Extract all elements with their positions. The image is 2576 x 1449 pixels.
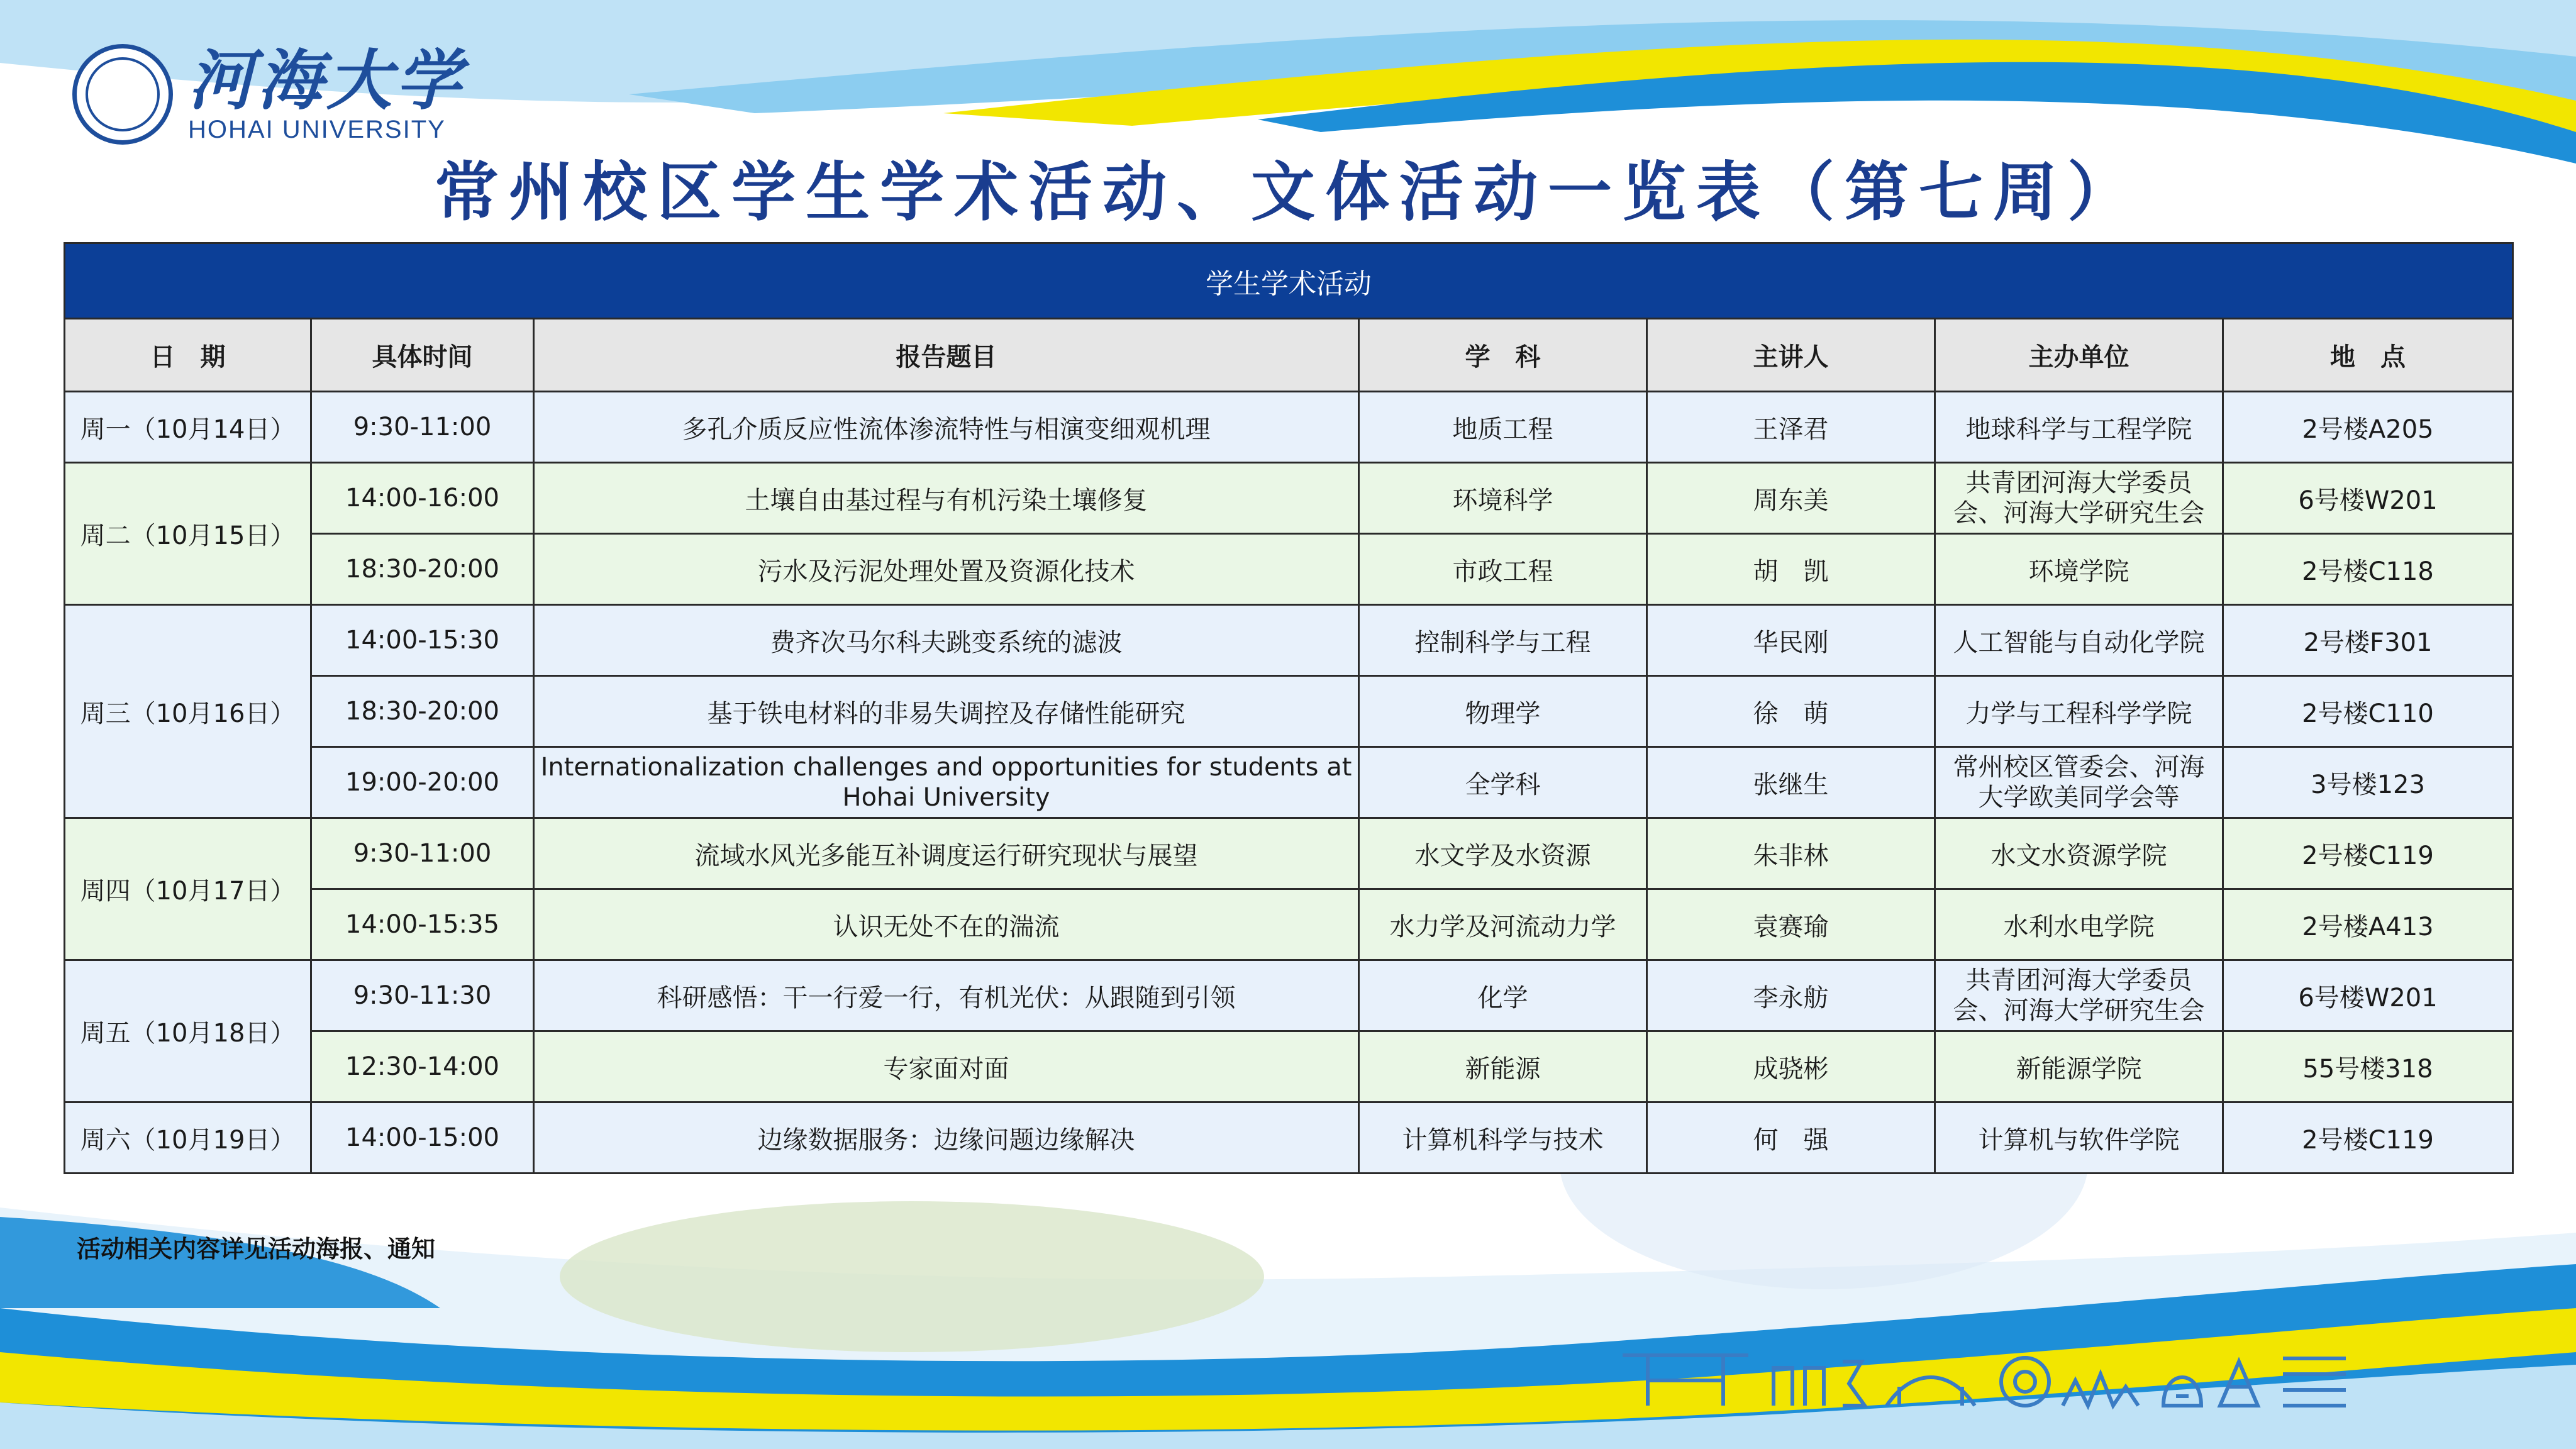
speaker-cell: 华民刚 <box>1647 605 1935 676</box>
topic-cell: 专家面对面 <box>534 1031 1359 1102</box>
schedule-table <box>64 242 2514 1174</box>
host-cell: 水利水电学院 <box>1935 889 2223 960</box>
place-cell: 3号楼123 <box>2223 747 2513 818</box>
topic-cell: 流域水风光多能互补调度运行研究现状与展望 <box>534 818 1359 889</box>
university-logo <box>72 44 465 145</box>
header-place: 地 点 <box>2223 319 2513 392</box>
subject-cell: 水文学及水资源 <box>1359 818 1647 889</box>
subject-cell: 物理学 <box>1359 676 1647 747</box>
subject-cell: 控制科学与工程 <box>1359 605 1647 676</box>
host-cell: 新能源学院 <box>1935 1031 2223 1102</box>
place-cell: 6号楼W201 <box>2223 463 2513 534</box>
place-cell: 2号楼C119 <box>2223 1102 2513 1174</box>
place-cell: 2号楼C119 <box>2223 818 2513 889</box>
host-cell: 常州校区管委会、河海大学欧美同学会等 <box>1935 747 2223 818</box>
speaker-cell: 何 强 <box>1647 1102 1935 1174</box>
topic-cell: 土壤自由基过程与有机污染土壤修复 <box>534 463 1359 534</box>
date-cell: 周五（10月18日） <box>65 960 311 1102</box>
host-cell: 水文水资源学院 <box>1935 818 2223 889</box>
table-row <box>65 960 2513 1031</box>
date-cell: 周一（10月14日） <box>65 392 311 463</box>
speaker-cell: 徐 萌 <box>1647 676 1935 747</box>
topic-cell: 边缘数据服务：边缘问题边缘解决 <box>534 1102 1359 1174</box>
table-header-row <box>65 319 2513 392</box>
time-cell: 14:00-15:00 <box>311 1102 534 1174</box>
host-cell: 人工智能与自动化学院 <box>1935 605 2223 676</box>
time-cell: 9:30-11:00 <box>311 818 534 889</box>
footnote: 活动相关内容详见活动海报、通知 <box>77 1235 436 1263</box>
time-cell: 14:00-16:00 <box>311 463 534 534</box>
table-row <box>65 1031 2513 1102</box>
place-cell: 2号楼F301 <box>2223 605 2513 676</box>
header-speaker: 主讲人 <box>1647 319 1935 392</box>
speaker-cell: 成骁彬 <box>1647 1031 1935 1102</box>
place-cell: 55号楼318 <box>2223 1031 2513 1102</box>
place-cell: 6号楼W201 <box>2223 960 2513 1031</box>
time-cell: 19:00-20:00 <box>311 747 534 818</box>
host-cell: 共青团河海大学委员会、河海大学研究生会 <box>1935 960 2223 1031</box>
place-cell: 2号楼C118 <box>2223 534 2513 605</box>
time-cell: 12:30-14:00 <box>311 1031 534 1102</box>
host-cell: 力学与工程科学学院 <box>1935 676 2223 747</box>
topic-cell: 科研感悟：干一行爱一行，有机光伏：从跟随到引领 <box>534 960 1359 1031</box>
logo-name-cn: 河海大学 <box>188 42 465 119</box>
subject-cell: 化学 <box>1359 960 1647 1031</box>
place-cell: 2号楼A205 <box>2223 392 2513 463</box>
header-host: 主办单位 <box>1935 319 2223 392</box>
speaker-cell: 李永舫 <box>1647 960 1935 1031</box>
page-title: 常州校区学生学术活动、文体活动一览表（第七周） <box>435 155 2141 230</box>
host-cell: 环境学院 <box>1935 534 2223 605</box>
table-row <box>65 818 2513 889</box>
table-row <box>65 1102 2513 1174</box>
header-subject: 学 科 <box>1359 319 1647 392</box>
logo-name-en: HOHAI UNIVERSITY <box>188 116 446 143</box>
header-topic: 报告题目 <box>534 319 1359 392</box>
table-row <box>65 392 2513 463</box>
date-cell: 周四（10月17日） <box>65 818 311 960</box>
table-row <box>65 747 2513 818</box>
seal-icon <box>72 44 173 145</box>
header-date: 日 期 <box>65 319 311 392</box>
place-cell: 2号楼A413 <box>2223 889 2513 960</box>
table-row <box>65 463 2513 534</box>
time-cell: 18:30-20:00 <box>311 534 534 605</box>
subject-cell: 计算机科学与技术 <box>1359 1102 1647 1174</box>
table-row <box>65 676 2513 747</box>
subject-cell: 环境科学 <box>1359 463 1647 534</box>
speaker-cell: 王泽君 <box>1647 392 1935 463</box>
date-cell: 周三（10月16日） <box>65 605 311 818</box>
speaker-cell: 张继生 <box>1647 747 1935 818</box>
subject-cell: 市政工程 <box>1359 534 1647 605</box>
time-cell: 18:30-20:00 <box>311 676 534 747</box>
place-cell: 2号楼C110 <box>2223 676 2513 747</box>
table-row <box>65 605 2513 676</box>
date-cell: 周二（10月15日） <box>65 463 311 605</box>
speaker-cell: 周东美 <box>1647 463 1935 534</box>
time-cell: 14:00-15:30 <box>311 605 534 676</box>
subject-cell: 全学科 <box>1359 747 1647 818</box>
subject-cell: 新能源 <box>1359 1031 1647 1102</box>
speaker-cell: 朱非林 <box>1647 818 1935 889</box>
speaker-cell: 胡 凯 <box>1647 534 1935 605</box>
topic-cell: 认识无处不在的湍流 <box>534 889 1359 960</box>
host-cell: 共青团河海大学委员会、河海大学研究生会 <box>1935 463 2223 534</box>
table-row <box>65 889 2513 960</box>
table-banner: 学生学术活动 <box>65 243 2513 319</box>
time-cell: 9:30-11:00 <box>311 392 534 463</box>
time-cell: 14:00-15:35 <box>311 889 534 960</box>
table-row <box>65 534 2513 605</box>
topic-cell: 基于铁电材料的非易失调控及存储性能研究 <box>534 676 1359 747</box>
subject-cell: 地质工程 <box>1359 392 1647 463</box>
host-cell: 地球科学与工程学院 <box>1935 392 2223 463</box>
topic-cell: 污水及污泥处理处置及资源化技术 <box>534 534 1359 605</box>
speaker-cell: 袁赛瑜 <box>1647 889 1935 960</box>
time-cell: 9:30-11:30 <box>311 960 534 1031</box>
topic-cell: Internationalization challenges and opportunities for students at Hohai University <box>534 747 1359 818</box>
subject-cell: 水力学及河流动力学 <box>1359 889 1647 960</box>
header-time: 具体时间 <box>311 319 534 392</box>
date-cell: 周六（10月19日） <box>65 1102 311 1174</box>
topic-cell: 多孔介质反应性流体渗流特性与相演变细观机理 <box>534 392 1359 463</box>
campus-skyline-icon <box>1623 1343 2396 1412</box>
topic-cell: 费齐次马尔科夫跳变系统的滤波 <box>534 605 1359 676</box>
host-cell: 计算机与软件学院 <box>1935 1102 2223 1174</box>
